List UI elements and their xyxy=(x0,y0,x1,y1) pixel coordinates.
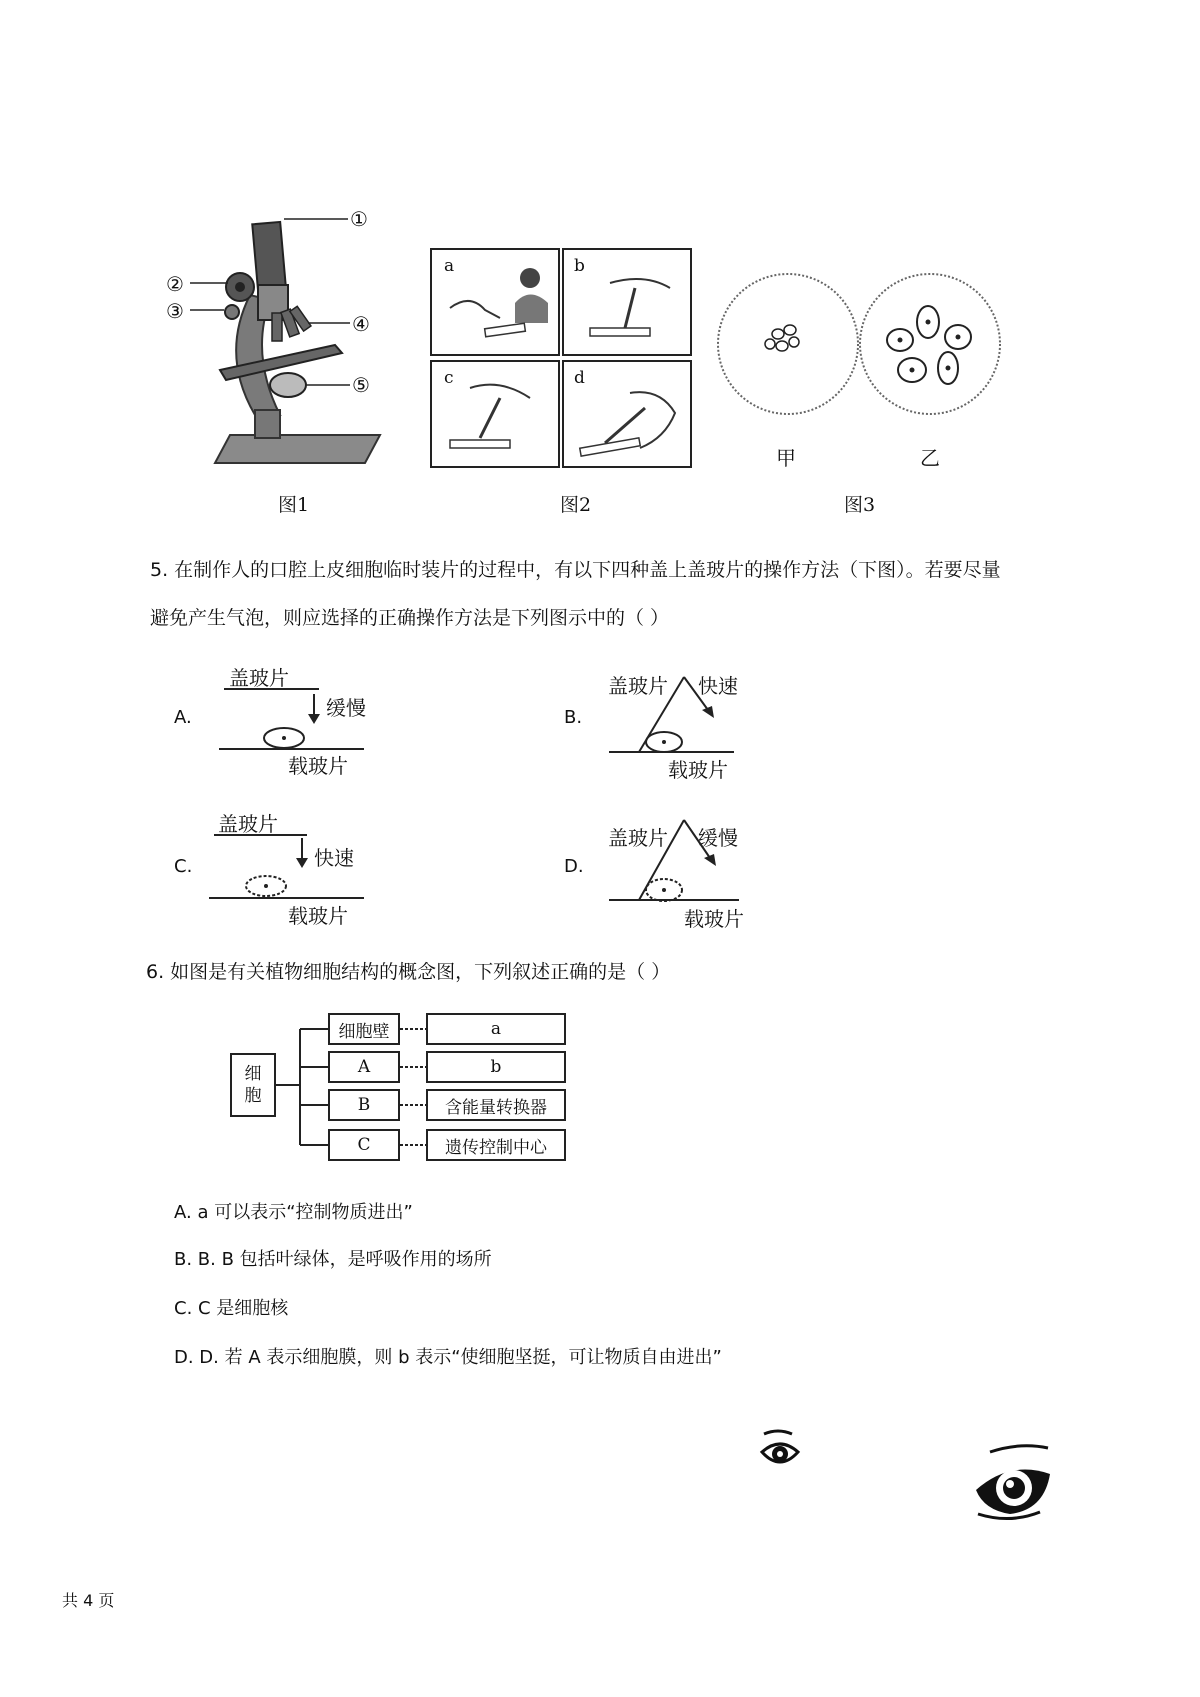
concept-genetic-control-box: 遗传控制中心 xyxy=(426,1129,566,1161)
q6-concept-diagram xyxy=(230,1005,580,1175)
q6-stem: 6. 如图是有关植物细胞结构的概念图，下列叙述正确的是（ ） xyxy=(146,961,671,983)
q5-option-d-letter: D. xyxy=(564,856,584,877)
panel-a-label: a xyxy=(444,256,455,276)
microscope-label-3: ③ xyxy=(166,299,184,323)
field-right-label: 乙 xyxy=(920,446,940,470)
figure-2-caption: 图2 xyxy=(560,494,592,516)
concept-c-box: C xyxy=(328,1129,400,1161)
concept-root-box xyxy=(230,1053,276,1117)
q5-option-d-slide-label: 载玻片 xyxy=(684,907,744,931)
q5-option-b-action-label: 快速 xyxy=(698,674,738,698)
microscope-label-4: ④ xyxy=(352,312,370,336)
microscope-label-5: ⑤ xyxy=(352,373,370,397)
concept-energy-converter-box: 含能量转换器 xyxy=(426,1089,566,1121)
q5-option-a-action-label: 缓慢 xyxy=(326,696,366,720)
panel-c-label: c xyxy=(444,368,454,388)
q5-option-d-diagram xyxy=(564,808,824,928)
q5-option-a[interactable] xyxy=(174,662,434,782)
q5-option-b-diagram xyxy=(564,662,824,782)
q5-option-a-slide-label: 载玻片 xyxy=(288,754,348,778)
q5-option-a-cover-label: 盖玻片 xyxy=(229,666,289,690)
panel-d-label: d xyxy=(574,368,585,388)
microscope-fields-illustration xyxy=(710,262,1010,432)
q5-option-c-letter: C. xyxy=(174,856,193,877)
q5-option-c-diagram xyxy=(174,808,434,928)
figure-1-caption: 图1 xyxy=(278,494,310,516)
figure-3-caption: 图3 xyxy=(844,494,876,516)
q5-option-d-cover-label: 盖玻片 xyxy=(608,826,668,850)
q6-choice-c[interactable]: C. C 是细胞核 xyxy=(174,1298,289,1319)
q5-stem-line-2: 避免产生气泡，则应选择的正确操作方法是下列图示中的（ ） xyxy=(150,607,670,629)
q6-choice-b[interactable]: B. B. B 包括叶绿体，是呼吸作用的场所 xyxy=(174,1249,492,1270)
large-doodle-eye-icon xyxy=(970,1440,1060,1530)
panel-b-label: b xyxy=(574,256,585,276)
q5-option-a-diagram xyxy=(174,662,434,782)
figure-1-microscope xyxy=(160,205,420,475)
q5-stem-line-1: 5. 在制作人的口腔上皮细胞临时装片的过程中，有以下四种盖上盖玻片的操作方法（下图）。若要尽量 xyxy=(150,559,1001,581)
q5-option-d[interactable] xyxy=(564,808,824,931)
concept-a-box: A xyxy=(328,1051,400,1083)
concept-b-lower-box: b xyxy=(426,1051,566,1083)
concept-root-char-2: 胞 xyxy=(244,1086,262,1106)
q6-choice-a[interactable]: A. a 可以表示“控制物质进出” xyxy=(174,1202,413,1223)
q5-option-b-slide-label: 载玻片 xyxy=(668,758,728,782)
q5-option-c-action-label: 快速 xyxy=(314,846,354,870)
microscope-label-1: ① xyxy=(350,207,368,231)
figure-2-panels xyxy=(430,248,692,470)
concept-b-box: B xyxy=(328,1089,400,1121)
q5-option-b-cover-label: 盖玻片 xyxy=(608,674,668,698)
field-left-label: 甲 xyxy=(776,446,796,470)
concept-cell-wall-box: 细胞壁 xyxy=(328,1013,400,1045)
q5-option-d-action-label: 缓慢 xyxy=(698,826,738,850)
small-doodle-eye-icon xyxy=(758,1428,808,1478)
q5-option-b[interactable] xyxy=(564,662,824,782)
q5-option-c-slide-label: 载玻片 xyxy=(288,904,348,928)
q5-option-c[interactable] xyxy=(174,808,434,928)
microscope-label-2: ② xyxy=(166,272,184,296)
concept-a-lower-box: a xyxy=(426,1013,566,1045)
slide-preparation-illustration xyxy=(430,248,692,470)
page-count: 共 4 页 xyxy=(62,1591,115,1610)
q5-option-c-cover-label: 盖玻片 xyxy=(218,812,278,836)
q6-choice-d[interactable]: D. D. 若 A 表示细胞膜，则 b 表示“使细胞坚挺，可让物质自由进出” xyxy=(174,1347,722,1368)
figure-3-fields xyxy=(710,262,1010,472)
q5-option-b-letter: B. xyxy=(564,707,583,728)
microscope-illustration xyxy=(160,205,420,475)
q5-option-a-letter: A. xyxy=(174,707,192,728)
concept-root-char-1: 细 xyxy=(244,1064,262,1084)
